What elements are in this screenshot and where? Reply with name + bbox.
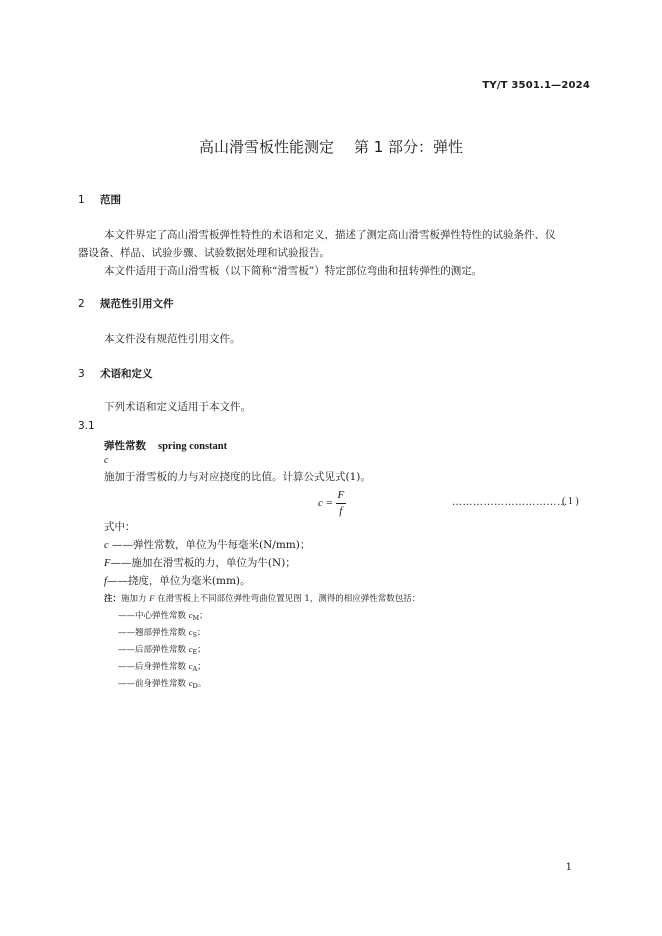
term-english: spring constant — [158, 441, 228, 452]
page-number: 1 — [565, 862, 572, 873]
section-number: 3 — [78, 368, 85, 380]
where-symbol: f — [104, 576, 107, 587]
list-dash: —— — [118, 645, 135, 655]
list-end: ； — [197, 662, 206, 672]
formula — [318, 489, 346, 518]
title-part: 第 1 部分：弹性 — [353, 138, 464, 156]
list-text: 翘部弹性常数 — [135, 628, 189, 638]
paragraph: 下列术语和定义适用于本文件。 — [104, 401, 251, 413]
section-title: 范围 — [100, 194, 121, 206]
where-dash: —— — [110, 557, 132, 569]
note-text: 在滑雪板上不同部位弹性弯曲位置见图 1，测得的相应弹性常数包括： — [154, 594, 421, 604]
title-main: 高山滑雪板性能测定 — [198, 138, 334, 156]
note-text: 施加力 — [121, 594, 150, 604]
list-dash: —— — [118, 679, 135, 689]
formula-fraction — [336, 489, 346, 518]
list-symbol: c — [188, 610, 193, 620]
list-subscript: E — [192, 648, 198, 656]
formula-denominator: f — [339, 505, 343, 517]
list-end: 。 — [197, 679, 207, 689]
note-list-item — [118, 660, 206, 673]
where-dash: —— — [108, 539, 134, 551]
list-end: ； — [199, 611, 208, 621]
paragraph: 本文件没有规范性引用文件。 — [104, 333, 241, 345]
paragraph: 本文件界定了高山滑雪板弹性特性的术语和定义，描述了测定高山滑雪板弹性特性的试验条件、仪 — [104, 229, 556, 241]
list-text: 前身弹性常数 — [135, 679, 189, 689]
paragraph: 本文件适用于高山滑雪板（以下简称“滑雪板”）特定部位弯曲和扭转弹性的测定。 — [104, 265, 483, 277]
term-symbol: c — [104, 455, 109, 466]
list-symbol: c — [188, 678, 193, 688]
section-1-heading — [78, 192, 121, 207]
formula-leader-dots: …………………………… — [452, 497, 568, 508]
list-text: 后部弹性常数 — [135, 645, 189, 655]
where-text: 施加在滑雪板的力，单位为牛(N)； — [131, 557, 296, 569]
list-text: 后身弹性常数 — [135, 662, 189, 672]
list-symbol: c — [188, 661, 193, 671]
where-text: 弹性常数，单位为牛每毫米(N/mm)； — [133, 539, 311, 551]
where-label: 式中： — [104, 521, 136, 533]
document-title — [0, 136, 662, 157]
standard-code: TY/T 3501.1—2024 — [482, 80, 590, 91]
note-symbol: F — [149, 593, 155, 603]
term-number: 3.1 — [78, 420, 95, 432]
list-text: 中心弹性常数 — [135, 611, 189, 621]
section-number: 2 — [78, 298, 85, 310]
section-number: 1 — [78, 194, 85, 206]
note-list-item — [118, 643, 206, 656]
note-list-item — [118, 609, 208, 622]
where-symbol: F — [104, 558, 111, 569]
term-heading — [104, 438, 227, 453]
list-symbol: c — [188, 644, 193, 654]
formula-lhs: c = — [318, 497, 334, 510]
where-item — [104, 572, 251, 591]
term-definition: 施加于滑雪板的力与对应挠度的比值。计算公式见式(1)。 — [104, 471, 371, 483]
section-title: 规范性引用文件 — [100, 298, 174, 310]
list-subscript: S — [192, 631, 197, 639]
list-dash: —— — [118, 628, 135, 638]
list-end: ； — [196, 628, 206, 638]
section-2-heading — [78, 296, 174, 311]
note-list-item — [118, 626, 205, 639]
list-subscript: A — [192, 665, 198, 673]
note-label: 注： — [104, 594, 122, 604]
section-3-heading — [78, 366, 153, 381]
formula-number: ( 1 ) — [562, 496, 579, 507]
where-symbol: c — [104, 540, 109, 551]
paragraph: 器设备、样品、试验步骤、试验数据处理和试验报告。 — [78, 247, 330, 259]
note-list-item — [118, 677, 206, 690]
term-chinese: 弹性常数 — [104, 440, 146, 452]
list-end: ； — [197, 645, 206, 655]
formula-numerator: F — [337, 489, 345, 501]
list-symbol: c — [188, 627, 193, 637]
list-dash: —— — [118, 611, 135, 621]
list-dash: —— — [118, 662, 135, 672]
list-subscript: M — [192, 614, 200, 622]
where-dash: —— — [106, 575, 128, 587]
where-text: 挠度，单位为毫米(mm)。 — [127, 575, 251, 587]
fraction-bar — [336, 503, 346, 504]
note — [104, 592, 420, 604]
where-item — [104, 536, 310, 555]
where-item — [104, 554, 296, 573]
list-subscript: D — [192, 682, 198, 690]
section-title: 术语和定义 — [100, 368, 153, 380]
